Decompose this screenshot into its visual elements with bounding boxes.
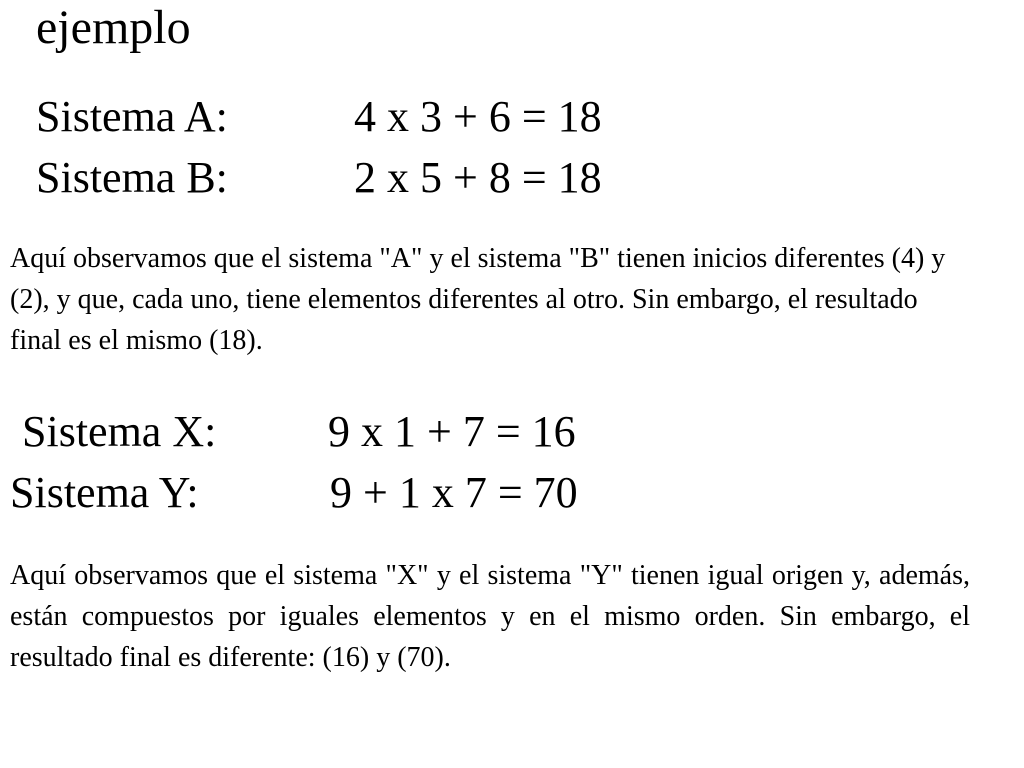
system-b-expression: 2 x 5 + 8 = 18 (354, 153, 602, 202)
system-y-label: Sistema Y: (10, 468, 199, 517)
page-title: ejemplo (36, 1, 191, 54)
system-x-expression: 9 x 1 + 7 = 16 (328, 407, 576, 456)
explanation-x-y: Aquí observamos que el sistema "X" y el sistema "Y" tienen igual origen y, además, están compuestos por iguales elementos y en el mismo orden. Sin embargo, el resultado final es diferente: (16) y (70). (10, 560, 970, 673)
system-x-label: Sistema X: (22, 407, 217, 456)
system-y-expression: 9 + 1 x 7 = 70 (330, 468, 578, 517)
system-a-expression: 4 x 3 + 6 = 18 (354, 92, 602, 141)
system-b-label: Sistema B: (36, 153, 228, 202)
system-a-label: Sistema A: (36, 92, 228, 141)
explanation-a-b: Aquí observamos que el sistema "A" y el sistema "B" tienen inicios diferentes (4) y (2), y que, cada uno, tiene elementos diferentes al otro. Sin embargo, el resultado final es el mismo (18). (10, 243, 946, 356)
